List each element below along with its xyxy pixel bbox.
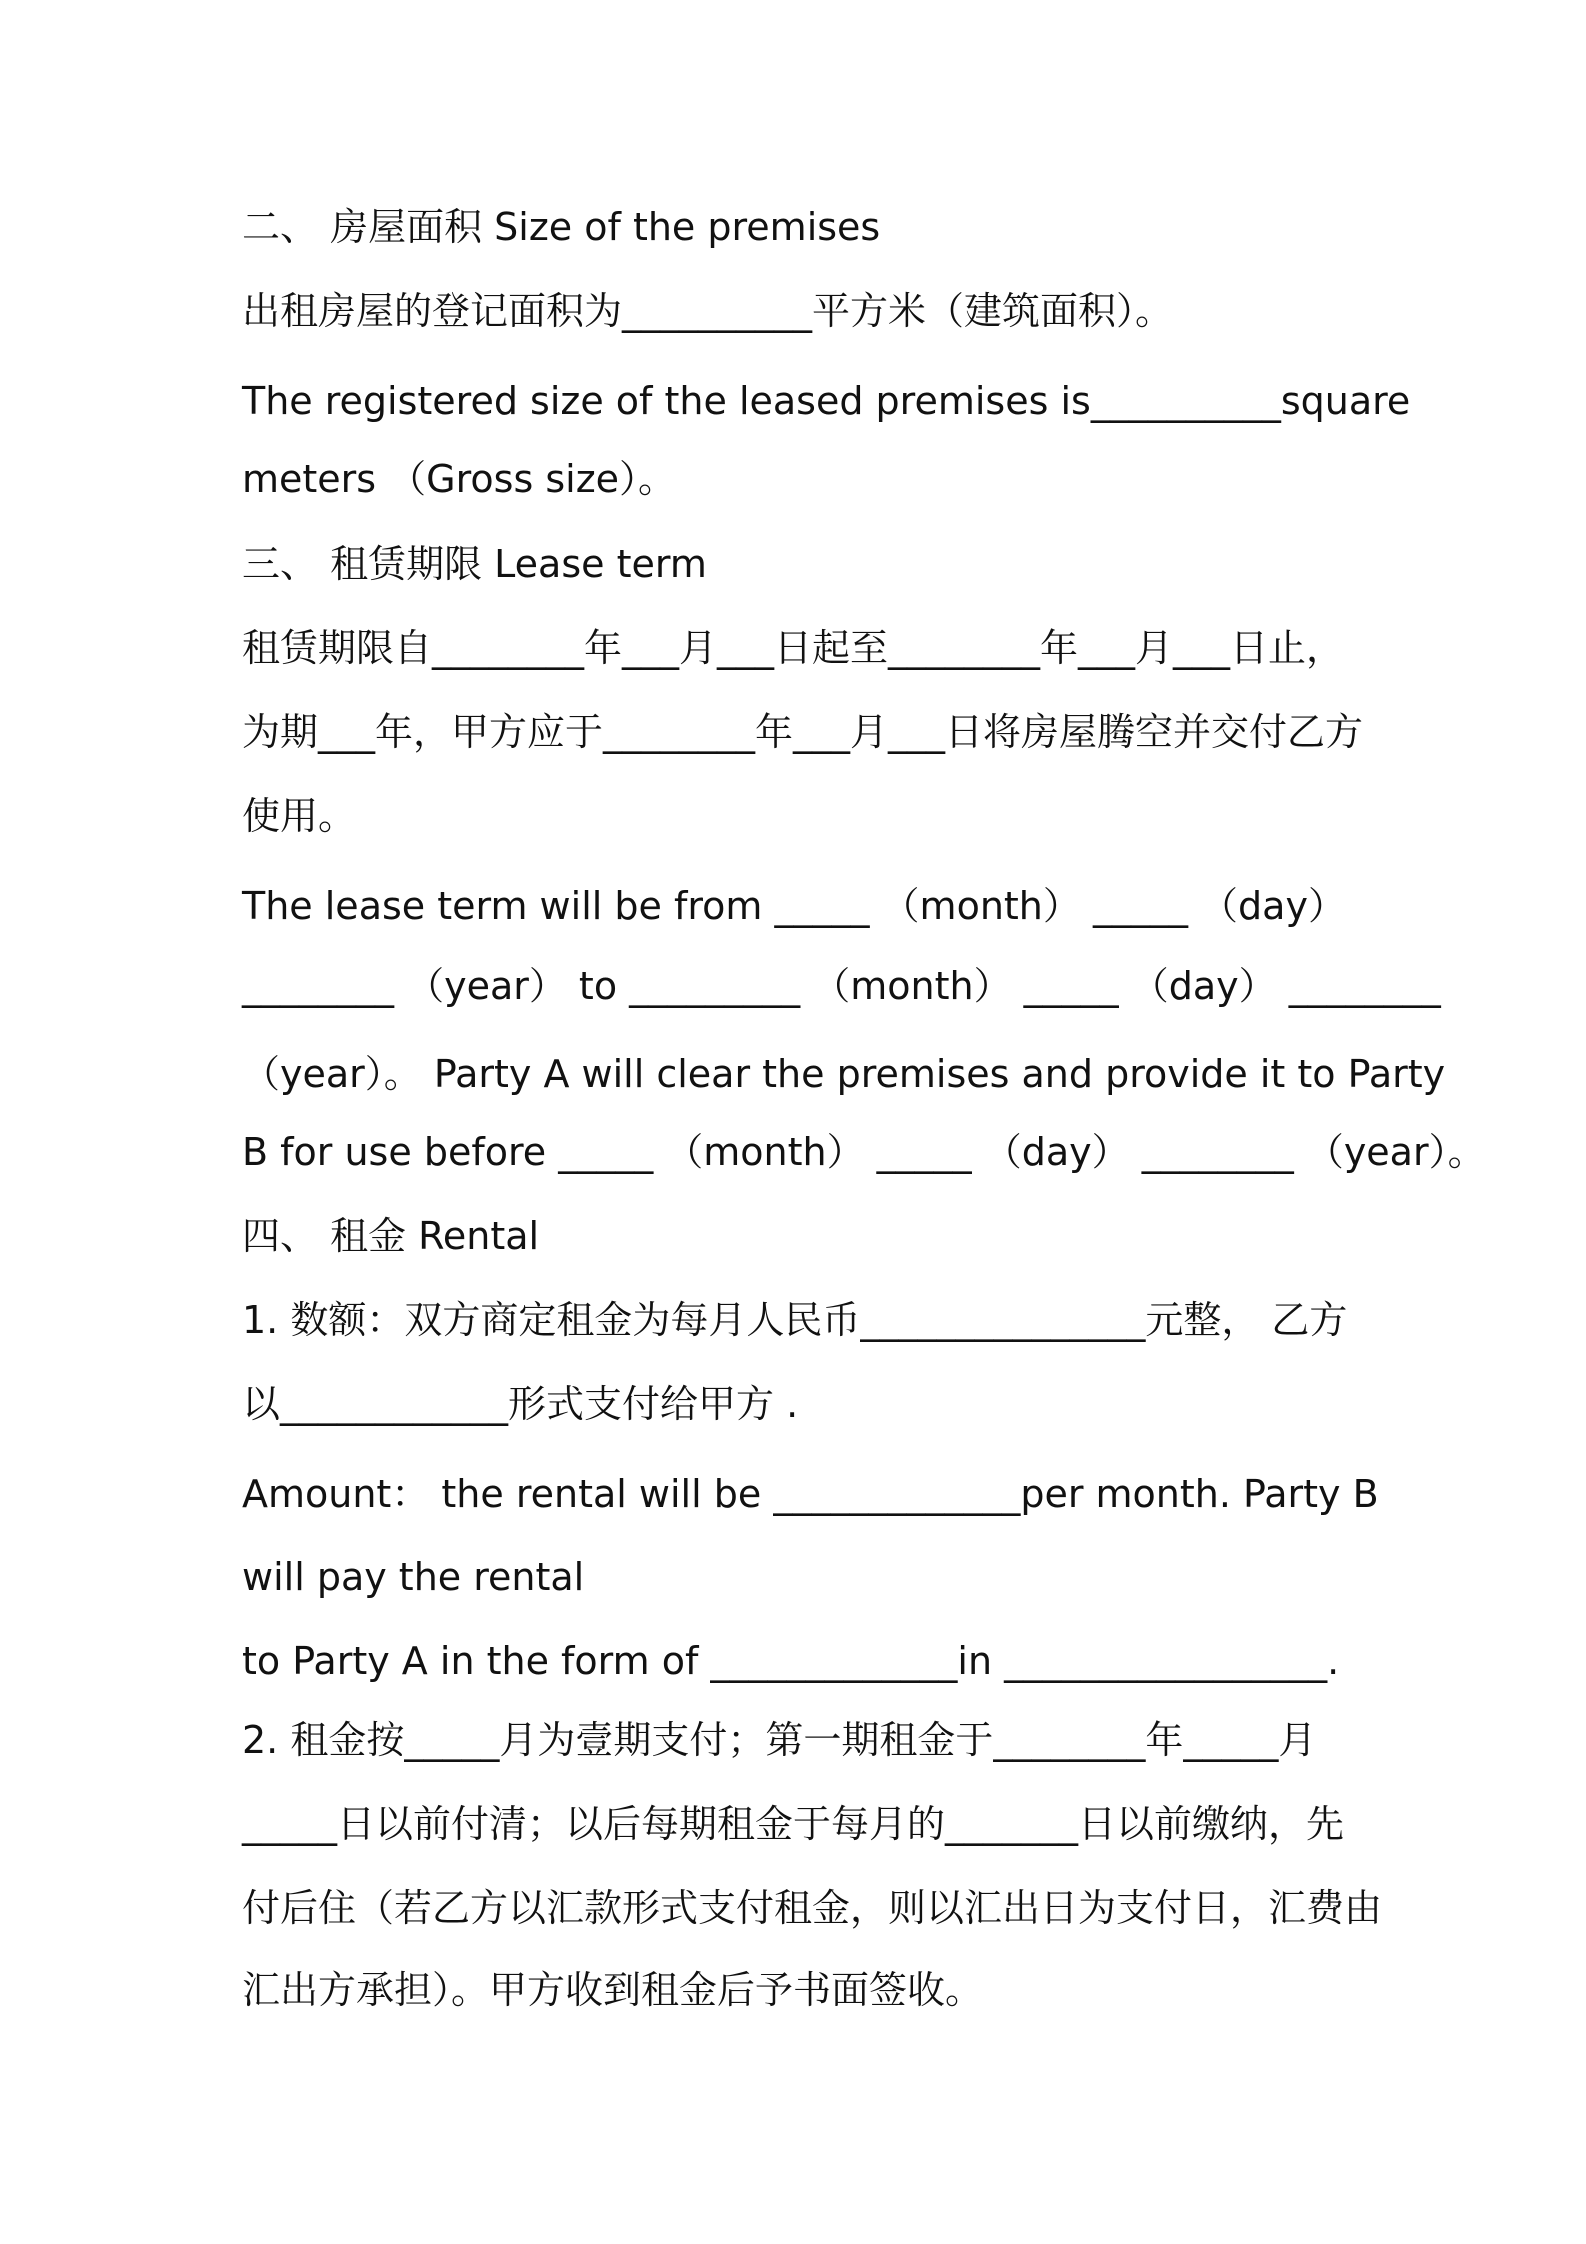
text-line: 租赁期限自________年___月___日起至________年___月___日止， [242,626,1345,670]
text-line: The registered size of the leased premises is__________square [242,379,1411,423]
section-heading-lease-term: 三、 租赁期限 Lease term [242,542,707,586]
text-line: 2. 租金按_____月为壹期支付；第一期租金于________年_____月 [242,1718,1317,1762]
text-line: B for use before _____ （month） _____ （day） ________ （year）。 [242,1130,1486,1174]
text-line: ________ （year） to _________ （month） _____ （day） ________ [242,964,1441,1008]
text-line: 以____________形式支付给甲方 . [242,1382,799,1426]
text-line: 汇出方承担）。甲方收到租金后予书面签收。 [242,1968,984,2012]
text-line: 使用。 [242,794,357,838]
text-line: 付后住（若乙方以汇款形式支付租金，则以汇出日为支付日，汇费由 [242,1886,1383,1930]
text-line: 1. 数额：双方商定租金为每月人民币_______________元整， 乙方 [242,1298,1348,1342]
text-line: The lease term will be from _____ （month） _____ （day） [242,884,1346,928]
text-line: （year）。 Party A will clear the premises and provide it to Party [242,1052,1446,1096]
text-line: _____日以前付清；以后每期租金于每月的_______日以前缴纳，先 [242,1802,1345,1846]
text-line: will pay the rental [242,1555,585,1599]
text-line: to Party A in the form of _____________in _________________. [242,1639,1340,1683]
text-line: meters （Gross size）。 [242,457,677,501]
section-heading-size: 二、 房屋面积 Size of the premises [242,205,881,249]
section-heading-rental: 四、 租金 Rental [242,1214,540,1258]
text-line: 出租房屋的登记面积为__________平方米（建筑面积）。 [242,289,1174,333]
text-line: 为期___年，甲方应于________年___月___日将房屋腾空并交付乙方 [242,710,1364,754]
text-line: Amount： the rental will be _____________per month. Party B [242,1472,1379,1516]
